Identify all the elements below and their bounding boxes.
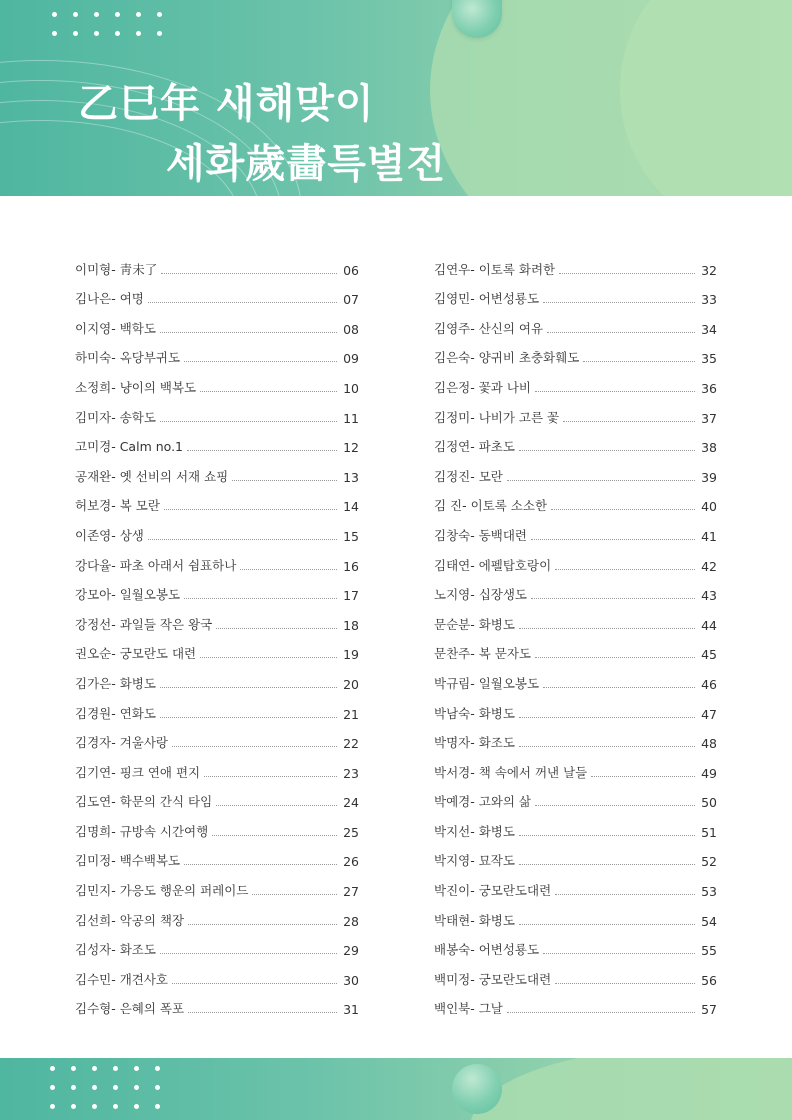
toc-entry-page: 37 [701, 410, 717, 426]
toc-entry [434, 781, 717, 811]
toc-entry-title: 이존영- 상생 [75, 527, 144, 543]
toc-entry-page: 47 [701, 706, 717, 722]
toc-entry [75, 929, 359, 959]
toc-entry-title: 김수민- 개견사호 [75, 971, 169, 987]
toc-entry [75, 662, 359, 692]
toc-entry [434, 514, 717, 544]
dotted-leader [200, 391, 337, 392]
dotted-leader [212, 835, 337, 836]
toc-entry-page: 56 [701, 972, 717, 988]
toc-entry [75, 307, 359, 337]
toc-entry [75, 426, 359, 456]
toc-entry [434, 899, 717, 929]
toc-entry [75, 337, 359, 367]
dotted-leader [519, 924, 695, 925]
dotted-leader [531, 539, 695, 540]
toc-entry-page: 14 [343, 499, 359, 515]
toc-entry-title: 강정선- 과일들 작은 왕국 [75, 616, 213, 632]
dotted-leader [555, 569, 695, 570]
dotted-leader [160, 717, 337, 718]
toc-entry [434, 248, 717, 278]
toc-entry-title: 문찬주- 복 문자도 [434, 646, 531, 662]
toc-entry [434, 426, 717, 456]
toc-entry-title: 김명희- 규방속 시간여행 [75, 823, 209, 839]
toc-entry-page: 12 [343, 440, 359, 456]
toc-entry-page: 33 [701, 292, 717, 308]
toc-entry-title: 김미정- 백수백복도 [75, 853, 181, 869]
decorative-shape [470, 1058, 792, 1120]
toc-entry [434, 307, 717, 337]
toc-entry-page: 55 [701, 943, 717, 959]
toc-entry [75, 455, 359, 485]
toc-entry-page: 32 [701, 262, 717, 278]
toc-entry-title: 김가은- 화병도 [75, 675, 156, 691]
toc-entry-title: 강모아- 일월오봉도 [75, 587, 181, 603]
toc-entry-title: 김 진- 이토록 소소한 [434, 498, 548, 514]
toc-entry-title: 김선희- 악공의 책장 [75, 912, 185, 928]
toc-entry-page: 15 [343, 528, 359, 544]
toc-entry-title: 김성자- 화조도 [75, 942, 156, 958]
toc-entry-page: 31 [343, 1002, 359, 1018]
toc-entry-page: 29 [343, 943, 359, 959]
dotted-leader [583, 361, 695, 362]
dotted-leader [519, 746, 695, 747]
toc-entry-page: 10 [343, 380, 359, 396]
dotted-leader [204, 776, 337, 777]
page-title-line-1: 乙巳年 새해맞이 [78, 81, 375, 127]
dotted-leader [200, 657, 337, 658]
toc-entry [434, 485, 717, 515]
dotted-leader [507, 480, 695, 481]
toc-entry-page: 18 [343, 617, 359, 633]
toc-entry-title: 박남숙- 화병도 [434, 705, 515, 721]
toc-entry [434, 662, 717, 692]
toc-entry-page: 54 [701, 913, 717, 929]
dotted-leader [187, 450, 337, 451]
header-banner [0, 0, 792, 196]
toc-entry-page: 13 [343, 469, 359, 485]
toc-entry-title: 강다율- 파초 아래서 쉼표하나 [75, 557, 237, 573]
toc-entry-title: 백인북- 그날 [434, 1001, 503, 1017]
toc-entry-page: 06 [343, 262, 359, 278]
toc-entry-page: 25 [343, 824, 359, 840]
toc-entry-page: 34 [701, 321, 717, 337]
toc-entry-title: 김민지- 가응도 행운의 퍼레이드 [75, 883, 249, 899]
toc-entry-page: 35 [701, 351, 717, 367]
dotted-leader [555, 983, 695, 984]
dotted-leader [535, 657, 695, 658]
toc-entry [434, 633, 717, 663]
toc-entry [434, 958, 717, 988]
toc-entry-title: 박명자- 화조도 [434, 735, 515, 751]
toc-entry-page: 50 [701, 795, 717, 811]
dotted-leader [519, 628, 695, 629]
dotted-leader [543, 953, 695, 954]
dotted-leader [240, 569, 337, 570]
toc-entry [434, 278, 717, 308]
toc-entry-page: 30 [343, 972, 359, 988]
toc-entry-title: 김경자- 겨울사랑 [75, 735, 169, 751]
toc-entry-title: 김정연- 파초도 [434, 439, 515, 455]
toc-entry-page: 49 [701, 765, 717, 781]
dotted-leader [555, 894, 695, 895]
toc-entry-title: 김정진- 모란 [434, 468, 503, 484]
toc-entry [434, 869, 717, 899]
dotted-leader [591, 776, 695, 777]
dot-pattern [52, 12, 163, 36]
toc-entry-title: 김나은- 여명 [75, 291, 144, 307]
toc-entry-title: 김영민- 어변성룡도 [434, 291, 540, 307]
toc-entry-title: 소정희- 냥이의 백복도 [75, 379, 197, 395]
dotted-leader [519, 835, 695, 836]
dotted-leader [535, 391, 695, 392]
toc-entry [75, 514, 359, 544]
toc-entry-page: 08 [343, 321, 359, 337]
toc-entry [75, 781, 359, 811]
toc-entry-page: 24 [343, 795, 359, 811]
dotted-leader [184, 361, 337, 362]
toc-entry-page: 52 [701, 854, 717, 870]
toc-entry-page: 48 [701, 736, 717, 752]
toc-entry-title: 고미경- Calm no.1 [75, 439, 183, 455]
toc-entry [434, 455, 717, 485]
toc-entry-title: 김연우- 이토록 화려한 [434, 261, 556, 277]
dotted-leader [563, 421, 695, 422]
toc-entry-title: 김태연- 에펠탑호랑이 [434, 557, 552, 573]
dotted-leader [161, 273, 337, 274]
toc-entry-title: 김창숙- 동백대련 [434, 527, 528, 543]
toc-column-left [75, 248, 359, 1017]
toc-entry [75, 722, 359, 752]
toc-entry [434, 929, 717, 959]
toc-entry-page: 16 [343, 558, 359, 574]
toc-entry-title: 박예경- 고와의 삶 [434, 794, 531, 810]
toc-entry-title: 김경원- 연화도 [75, 705, 156, 721]
toc-entry [75, 869, 359, 899]
toc-entry [75, 603, 359, 633]
dotted-leader [148, 539, 337, 540]
toc-entry-title: 이미형- 靑未了 [75, 261, 158, 277]
toc-entry [75, 396, 359, 426]
dotted-leader [172, 983, 337, 984]
toc-entry-page: 28 [343, 913, 359, 929]
toc-entry [434, 988, 717, 1018]
toc-entry-page: 19 [343, 647, 359, 663]
dotted-leader [148, 302, 337, 303]
dotted-leader [184, 598, 337, 599]
dotted-leader [160, 421, 337, 422]
toc-entry-title: 공재완- 옛 선비의 서재 쇼핑 [75, 468, 229, 484]
toc-entry-title: 김은정- 꽃과 나비 [434, 379, 531, 395]
dotted-leader [216, 628, 337, 629]
dotted-leader [535, 805, 695, 806]
dotted-leader [164, 509, 337, 510]
toc-entry-page: 11 [343, 410, 359, 426]
toc-entry [75, 278, 359, 308]
dotted-leader [531, 598, 695, 599]
toc-entry-page: 17 [343, 588, 359, 604]
toc-entry-title: 김정미- 나비가 고른 꽃 [434, 409, 560, 425]
toc-entry [75, 810, 359, 840]
page-title-line-2: 세화歲畵특별전 [166, 141, 447, 187]
dotted-leader [188, 924, 337, 925]
dotted-leader [216, 805, 337, 806]
dotted-leader [543, 687, 695, 688]
toc-entry-title: 김도연- 학문의 간식 타임 [75, 794, 213, 810]
toc-entry-page: 43 [701, 588, 717, 604]
toc-entry-title: 박진이- 궁모란도대련 [434, 883, 552, 899]
toc-entry-title: 백미정- 궁모란도대련 [434, 971, 552, 987]
toc-entry [434, 337, 717, 367]
dotted-leader [188, 1012, 337, 1013]
toc-entry-page: 42 [701, 558, 717, 574]
toc-entry [75, 544, 359, 574]
toc-entry [434, 366, 717, 396]
toc-entry-page: 53 [701, 884, 717, 900]
toc-entry-page: 22 [343, 736, 359, 752]
toc-entry-page: 57 [701, 1002, 717, 1018]
toc-entry-page: 09 [343, 351, 359, 367]
toc-entry-page: 26 [343, 854, 359, 870]
dotted-leader [160, 687, 337, 688]
dotted-leader [507, 1012, 695, 1013]
toc-entry-page: 27 [343, 884, 359, 900]
toc-entry-page: 40 [701, 499, 717, 515]
toc-entry-page: 20 [343, 676, 359, 692]
toc-entry-title: 허보경- 복 모란 [75, 498, 160, 514]
toc-entry-title: 김미자- 송학도 [75, 409, 156, 425]
toc-entry [434, 751, 717, 781]
toc-entry [434, 603, 717, 633]
toc-entry-page: 46 [701, 676, 717, 692]
toc-entry-page: 44 [701, 617, 717, 633]
toc-entry [75, 692, 359, 722]
dotted-leader [232, 480, 337, 481]
toc-entry-title: 박지영- 묘작도 [434, 853, 515, 869]
toc-entry [75, 751, 359, 781]
toc-entry-title: 박태현- 화병도 [434, 912, 515, 928]
dotted-leader [559, 273, 695, 274]
decorative-sphere [452, 1064, 502, 1114]
toc-entry-title: 김은숙- 양귀비 초충화훼도 [434, 350, 580, 366]
toc-entry [434, 722, 717, 752]
toc-entry-page: 07 [343, 292, 359, 308]
toc-column-right [434, 248, 717, 1017]
toc-entry-title: 문순분- 화병도 [434, 616, 515, 632]
toc-entry [75, 958, 359, 988]
dotted-leader [172, 746, 337, 747]
toc-entry-title: 배봉숙- 어변성룡도 [434, 942, 540, 958]
toc-entry-title: 노지영- 십장생도 [434, 587, 528, 603]
dotted-leader [519, 450, 695, 451]
toc-entry-title: 김수형- 은혜의 폭포 [75, 1001, 185, 1017]
toc-entry-page: 41 [701, 528, 717, 544]
dot-pattern [50, 1066, 161, 1109]
dotted-leader [160, 332, 337, 333]
toc-entry [434, 840, 717, 870]
toc-entry [75, 988, 359, 1018]
toc-entry-title: 이지영- 백학도 [75, 320, 156, 336]
toc-entry [75, 248, 359, 278]
toc-entry-title: 박규림- 일월오봉도 [434, 675, 540, 691]
toc-entry-page: 23 [343, 765, 359, 781]
toc-entry [434, 692, 717, 722]
dotted-leader [543, 302, 695, 303]
dotted-leader [547, 332, 695, 333]
toc-entry [75, 574, 359, 604]
toc-entry-title: 권오순- 궁모란도 대련 [75, 646, 197, 662]
toc-entry [75, 485, 359, 515]
toc-entry-title: 김영주- 산신의 여유 [434, 320, 544, 336]
dotted-leader [519, 864, 695, 865]
toc-entry-page: 36 [701, 380, 717, 396]
dotted-leader [519, 717, 695, 718]
toc-entry-title: 김기연- 핑크 연애 편지 [75, 764, 201, 780]
dotted-leader [160, 953, 337, 954]
toc-entry [434, 574, 717, 604]
toc-entry-page: 39 [701, 469, 717, 485]
toc-entry [75, 840, 359, 870]
toc-entry-title: 박서경- 책 속에서 꺼낸 날들 [434, 764, 588, 780]
toc-entry [75, 899, 359, 929]
toc-entry [75, 633, 359, 663]
toc-entry [434, 810, 717, 840]
decorative-shape [620, 0, 792, 196]
toc-entry-page: 51 [701, 824, 717, 840]
toc-entry-title: 박지선- 화병도 [434, 823, 515, 839]
dotted-leader [184, 864, 337, 865]
toc-entry-page: 38 [701, 440, 717, 456]
toc-entry [434, 544, 717, 574]
toc-entry [434, 396, 717, 426]
toc-entry-page: 45 [701, 647, 717, 663]
toc-entry [75, 366, 359, 396]
dotted-leader [551, 509, 695, 510]
dotted-leader [252, 894, 337, 895]
footer-banner [0, 1058, 792, 1120]
toc-entry-page: 21 [343, 706, 359, 722]
toc-entry-title: 하미숙- 옥당부귀도 [75, 350, 181, 366]
